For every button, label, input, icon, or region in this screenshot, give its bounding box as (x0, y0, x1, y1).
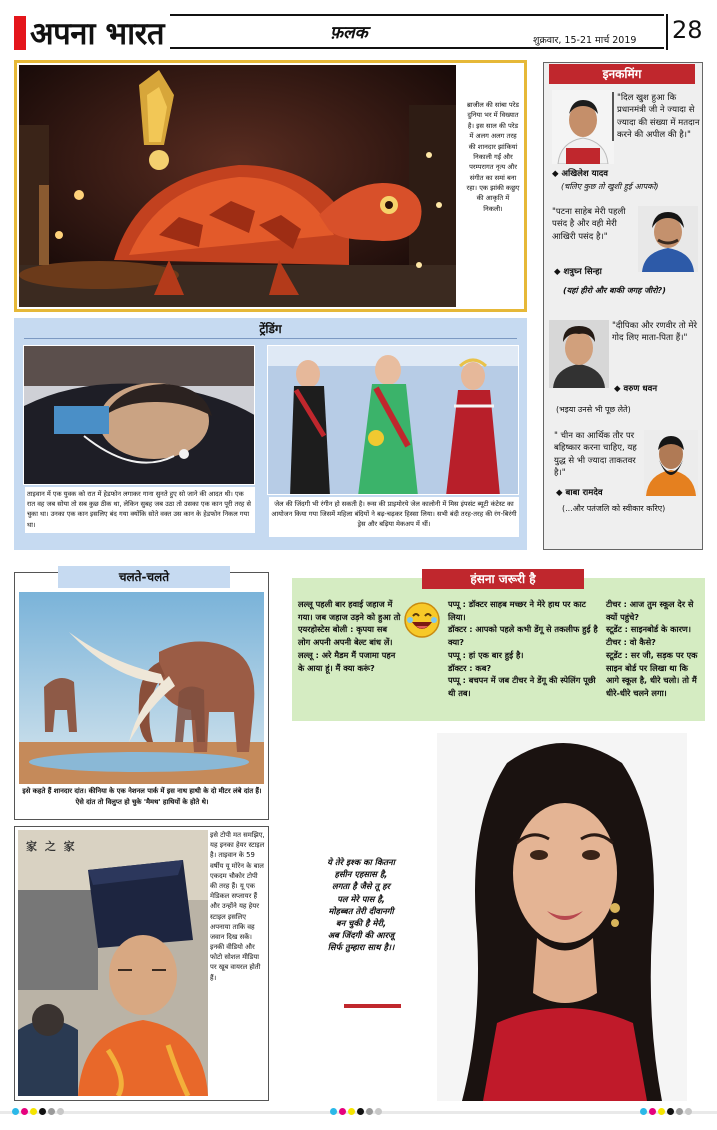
joke-3-line-4: स्टूडेंट : सर जी, सड़क पर एक साइन बोर्ड पर लिखा था कि आगे स्कूल है, धीरे चलो। तो मैं धीरे-धीरे चलने लगा। (606, 649, 698, 698)
bullet-diamond-icon: ◆ (554, 267, 564, 277)
portrait-icon (638, 206, 698, 272)
joke-2-line-4: डॉक्टर : कब? (448, 662, 492, 673)
baba-ramdev-photo (644, 430, 698, 496)
page-number: 28 (672, 16, 703, 44)
joke-2-line-3: पप्पू : हां एक बार हुई है। (448, 649, 524, 660)
shatrughan-sinha-photo (638, 206, 698, 272)
joke-column-1 (298, 598, 402, 674)
joke-2-line-5: पप्पू : बचपन में जब टीचर ने डेंगू की स्पेलिंग पूछी थी तब। (448, 675, 596, 698)
print-mark-dot (57, 1108, 64, 1115)
square-hair-illustration (18, 830, 208, 1096)
print-mark-dot (366, 1108, 373, 1115)
print-mark-dot (339, 1108, 346, 1115)
elephant-illustration (19, 592, 264, 784)
print-mark-dot (30, 1108, 37, 1115)
actress-portrait-photo (437, 733, 687, 1101)
poem-line-7: अब जिंदगी की आरजू (327, 930, 395, 941)
print-mark-dot (21, 1108, 28, 1115)
portrait-icon (549, 320, 609, 388)
print-mark-dot (685, 1108, 692, 1115)
brand-title: अपना भारत (30, 16, 164, 52)
incoming-quote-2: "पटना साहेब मेरी पहली पसंद है और वही मेरी आखिरी पसंद है।" (552, 207, 626, 242)
incoming-name-text-2: शत्रुघ्न सिन्हा (563, 267, 602, 277)
prison-beauty-contest-photo (267, 345, 519, 495)
poem-line-1: ये तेरे इश्क का कितना (327, 857, 395, 867)
square-hair-caption: इसे टोपी मत समझिए, यह इनका हेयर स्टाइल है। ताइवान के 59 वर्षीय यू मोरेन के बाल एकदम चौकोर टोपी की तरह हैं। यू एक मेडिकल सप्लायर हैं और उन्होंने यह हेयर स्टाइल इसलिए अपनाया ताकि वह जवान दिख सकें। इनकी वीडियो और फोटो सोशल मीडिया पर खूब वायरल होती हैं। (210, 831, 265, 982)
poem-line-5: मोहब्बत तेरी दीवानगी (328, 905, 394, 916)
incoming-name-1 (552, 168, 608, 179)
print-mark-dot (375, 1108, 382, 1115)
portrait-icon (644, 430, 698, 496)
print-mark-dot (676, 1108, 683, 1115)
poem-line-2: हसीन एहसास है, (334, 869, 388, 880)
incoming-quote-1: "दिल खुश हुआ कि प्रधानमंत्री जी ने ज्यादा से ज्यादा की संख्या में मतदान करने की अपील की है।" (612, 92, 700, 141)
print-mark-dot (658, 1108, 665, 1115)
header-accent-block (14, 16, 26, 50)
bullet-diamond-icon: ◆ (556, 488, 566, 498)
poem-line-6: बन चुकी है मेरी, (335, 917, 387, 928)
portrait-icon (552, 90, 614, 164)
incoming-quote-4: " चीन का आर्थिक तौर पर बहिष्कार करना चाहिए, यह युद्ध से भी ज्यादा ताकतवर है।" (554, 431, 637, 478)
chalte-title: चलते-चलते (58, 566, 230, 588)
print-mark-dot (357, 1108, 364, 1115)
joke-3-line-1: टीचर : आज तुम स्कूल देर से क्यों पहुंचे? (606, 599, 694, 622)
trending-title: ट्रेंडिंग (259, 322, 282, 336)
incoming-note-2: (यहां हीरो और बाकी जगह जीरो?) (563, 286, 666, 295)
joke-column-3 (606, 598, 702, 700)
incoming-name-text-4: बाबा रामदेव (565, 488, 603, 498)
incoming-name-text-1: अखिलेश यादव (561, 169, 609, 179)
joke-1-line-1: लल्लू पहली बार हवाई जहाज में गया। जब जहाज उड़ने को हुआ तो एयरहोस्टेस बोली : कृपया सब लोग अपनी अपनी बेल्ट बांध लें। (298, 599, 401, 648)
samba-parade-caption: ब्राजील की सांबा परेड दुनिया भर में विख्यात है। इस साल की परेड में अलग अलग तरह की शानदार झांकियां निकाली गईं और परम्परागत नृत्य और संगीत का समां बना रहा। एक झांकी कछुए की आकृति में निकली। (466, 101, 520, 213)
poem-line-3: लगता है जैसे तू हर (332, 881, 390, 892)
print-mark-dot (649, 1108, 656, 1115)
print-mark-dot (48, 1108, 55, 1115)
sleeping-man-illustration (24, 346, 255, 485)
incoming-note-4: (...और पतंजलि को स्वीकार करिए) (562, 504, 666, 513)
trending-title-rule (24, 338, 517, 339)
actress-illustration (437, 733, 687, 1101)
joke-2-line-2: डॉक्टर : आपको पहले कभी डेंगू से तकलीफ हुई है क्या? (448, 624, 598, 648)
header-top-rule (170, 14, 664, 16)
incoming-quote-3: "दीपिका और रणवीर तो मेरे गोद लिए माता-पिता हैं।" (612, 321, 697, 344)
print-mark-dot (39, 1108, 46, 1115)
page-divider (666, 14, 668, 50)
contestants-illustration (268, 346, 519, 495)
sleeping-man-caption: ताइवान में एक युवक को रात में हेडफोन लगाकर गाना सुनते हुए सो जाने की आदत थी। एक रात वह जब सोया तो सब कुछ ठीक था, लेकिन सुबह जब उठा तो उसका एक कान पूरी तरह से चुका था। उनका एक कान इसलिए बंद गया क्योंकि सोते वक्त उस कान के हेडफोन निकल गया था। (25, 487, 255, 533)
joke-2-line-1: पप्पू : डॉक्टर साहब मच्छर ने मेरे हाथ पर काट लिया। (448, 599, 586, 622)
print-mark-dot (330, 1108, 337, 1115)
shop-sign-text: 家 之 家 (26, 840, 77, 853)
incoming-name-4 (556, 487, 603, 498)
poem-block (300, 856, 422, 954)
incoming-name-2 (554, 266, 602, 277)
bullet-diamond-icon: ◆ (614, 384, 624, 394)
poem-line-8: सिर्फ तुम्हारा साथ है।। (327, 942, 395, 953)
print-mark-dot (667, 1108, 674, 1115)
laughing-emoji-icon (402, 600, 442, 640)
joke-3-line-3: टीचर : वो कैसे? (606, 637, 656, 648)
incoming-name-3 (614, 383, 657, 394)
joke-column-2 (448, 598, 598, 700)
bullet-diamond-icon: ◆ (552, 169, 562, 179)
joke-1-line-2: लल्लू : अरे मैडम मैं पजामा पहन के आया हूं। मैं क्या करूं? (298, 649, 396, 673)
varun-dhawan-photo (549, 320, 609, 388)
incoming-name-text-3: वरुण धवन (623, 384, 658, 394)
elephant-photo (19, 592, 264, 784)
joke-3-line-2: स्टूडेंट : साइनबोर्ड के कारण। (606, 624, 691, 635)
samba-parade-photo (19, 65, 456, 307)
incoming-note-3: (भइया उनसे भी पूछ लेते) (556, 405, 631, 414)
poem-line-4: पल मेरे पास है, (337, 893, 385, 904)
print-mark-dot (12, 1108, 19, 1115)
sleeping-man-photo (23, 345, 255, 485)
square-hair-man-photo (18, 830, 208, 1096)
print-mark-dot (348, 1108, 355, 1115)
print-mark-dot (640, 1108, 647, 1115)
section-name: फ़लक (330, 23, 368, 43)
akhilesh-yadav-photo (552, 90, 614, 164)
turtle-float-illustration (19, 65, 456, 307)
issue-date: शुक्रवार, 15-21 मार्च 2019 (533, 35, 637, 46)
incoming-title: इनकमिंग (549, 64, 695, 84)
laughing-face-icon (402, 600, 442, 640)
poem-divider (344, 1004, 401, 1008)
elephant-caption: इसे कहते हैं शानदार दांत। कीनिया के एक नेशनल पार्क में इस नाथ हाथी के दो मीटर लंबे दांत हैं। ऐसे दांत तो विलुप्त हो चुके 'मैमथ' हाथियों के होते थे। (22, 787, 262, 806)
header-bottom-rule (170, 47, 664, 49)
incoming-note-1: (चलिए कुछ तो खुशी हुई आपको) (561, 182, 659, 191)
prison-contest-caption: जेल की जिंदगी भी रंगीन हो सकती है। रूस की प्राइमोरये जेल कालोनी में मिस इंपसंट ब्यूटी कंटेस्ट का आयोजन किया गया जिसमें महिला बंदियों ने बढ़-चढ़कर हिस्सा लिया। सभी बंदी तरह-तरह की रंग-बिरंगी ड्रेस और बढ़िया मेकअप में थीं। (269, 497, 519, 537)
jokes-title: हंसना जरूरी है (422, 569, 584, 589)
